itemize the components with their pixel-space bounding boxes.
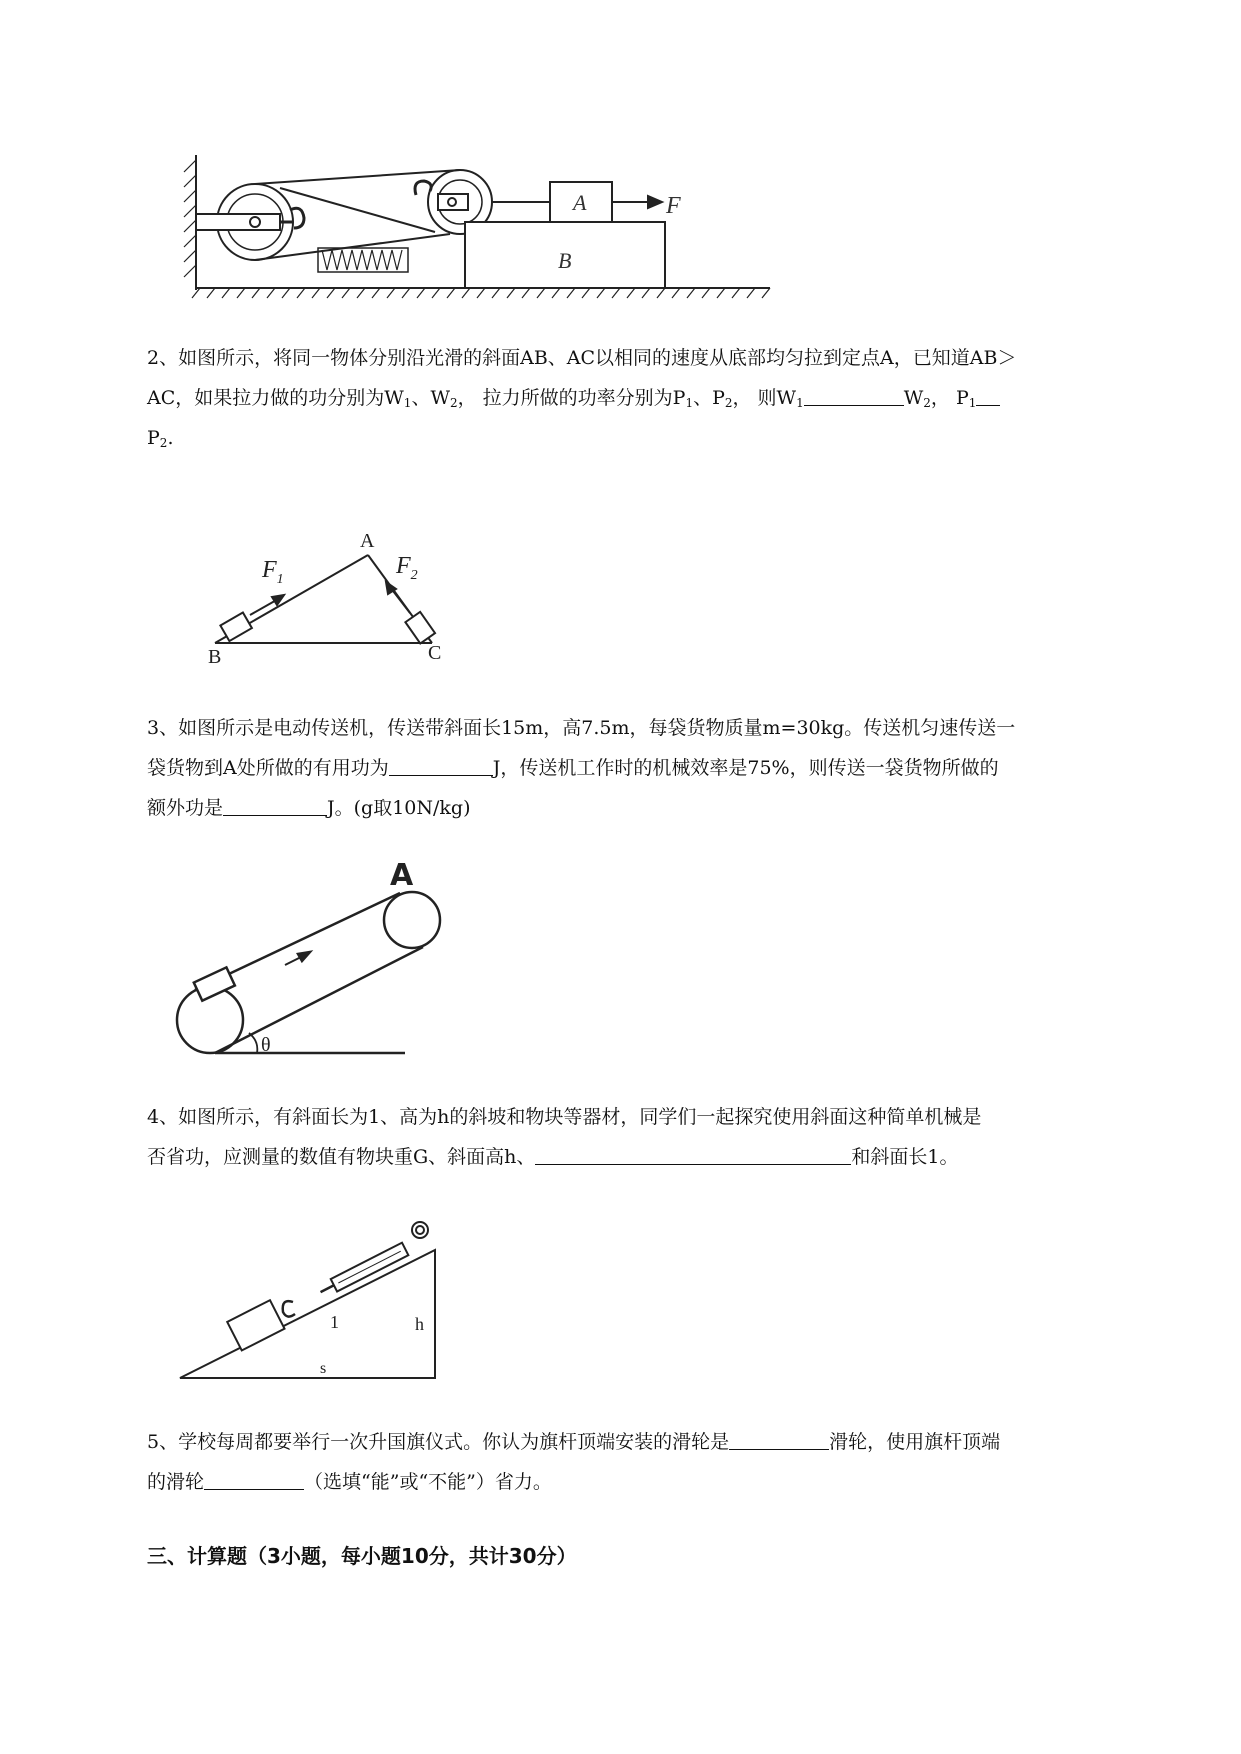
label-l: 1 [330,1312,339,1332]
label-h: h [415,1314,424,1334]
answer-blank-p[interactable] [976,383,1000,406]
incline-triangle [180,1250,435,1378]
figure-conveyor [175,855,455,1065]
answer-blank-useful-work[interactable] [389,753,493,776]
ground-hatching [192,288,770,298]
figure-incline-spring-scale [175,1210,445,1385]
figure-triangle-inclines [200,525,470,670]
question-number: 2、 [147,347,179,369]
figure-pulley-system [180,150,780,300]
answer-blank-measure[interactable] [535,1142,851,1165]
label-f2: $F_2$ [396,553,418,583]
upper-roller [384,892,440,948]
label-c: C [428,642,442,664]
answer-blank-extra-work[interactable] [223,793,327,816]
answer-blank-save-force[interactable] [204,1467,304,1490]
question-number: 4、 [147,1106,179,1128]
label-theta: θ [261,1034,271,1056]
question-2: 2、如图所示，将同一物体分别沿光滑的斜面AB、AC以相同的速度从底部均匀拉到定点A，已知道AB＞ AC，如果拉力做的功分别为$W_1$、$W_2$， 拉力所做的功率分别为$P_1$、$P_2$， 则$W_1$ $W_2$， $P_1$ $P_2$. [147,347,1017,450]
test-block [227,1300,284,1350]
label-a: A [360,530,375,552]
label-s: s [320,1360,327,1377]
label-f1: $F_1$ [262,557,284,587]
question-5: 5、学校每周都要举行一次升国旗仪式。你认为旗杆顶端安装的滑轮是 滑轮，使用旗杆顶端 的滑轮 （选填“能”或“不能”）省力。 [147,1422,1157,1502]
question-number: 3、 [147,717,179,739]
question-4: 4、如图所示，有斜面长为1、高为h的斜坡和物块等器材，同学们一起探究使用斜面这种简单机械是 否省功，应测量的数值有物块重G、斜面高h、 和斜面长1。 [147,1106,982,1168]
label-a: A [573,190,587,215]
label-a: A [390,858,414,893]
question-number: 5、 [147,1431,179,1453]
section-heading: 三、计算题（3小题，每小题10分，共计30分） [147,1544,577,1568]
label-b: B [208,646,222,668]
block-on-ac [405,612,435,644]
question-3: 3、如图所示是电动传送机，传送带斜面长15m，高7.5m，每袋货物质量m=30kg。传送机匀速传送一 袋货物到A处所做的有用功为 J，传送机工作时的机械效率是75%，则传送一袋货物所做的 额外功是 J。(g取10N/kg) [147,717,1016,819]
label-b: B [558,248,572,273]
scale-ring [412,1222,428,1238]
answer-blank-w[interactable] [804,383,904,406]
cargo-bag [194,967,235,1000]
label-f: F [666,193,681,219]
answer-blank-pulley-type[interactable] [729,1427,829,1450]
